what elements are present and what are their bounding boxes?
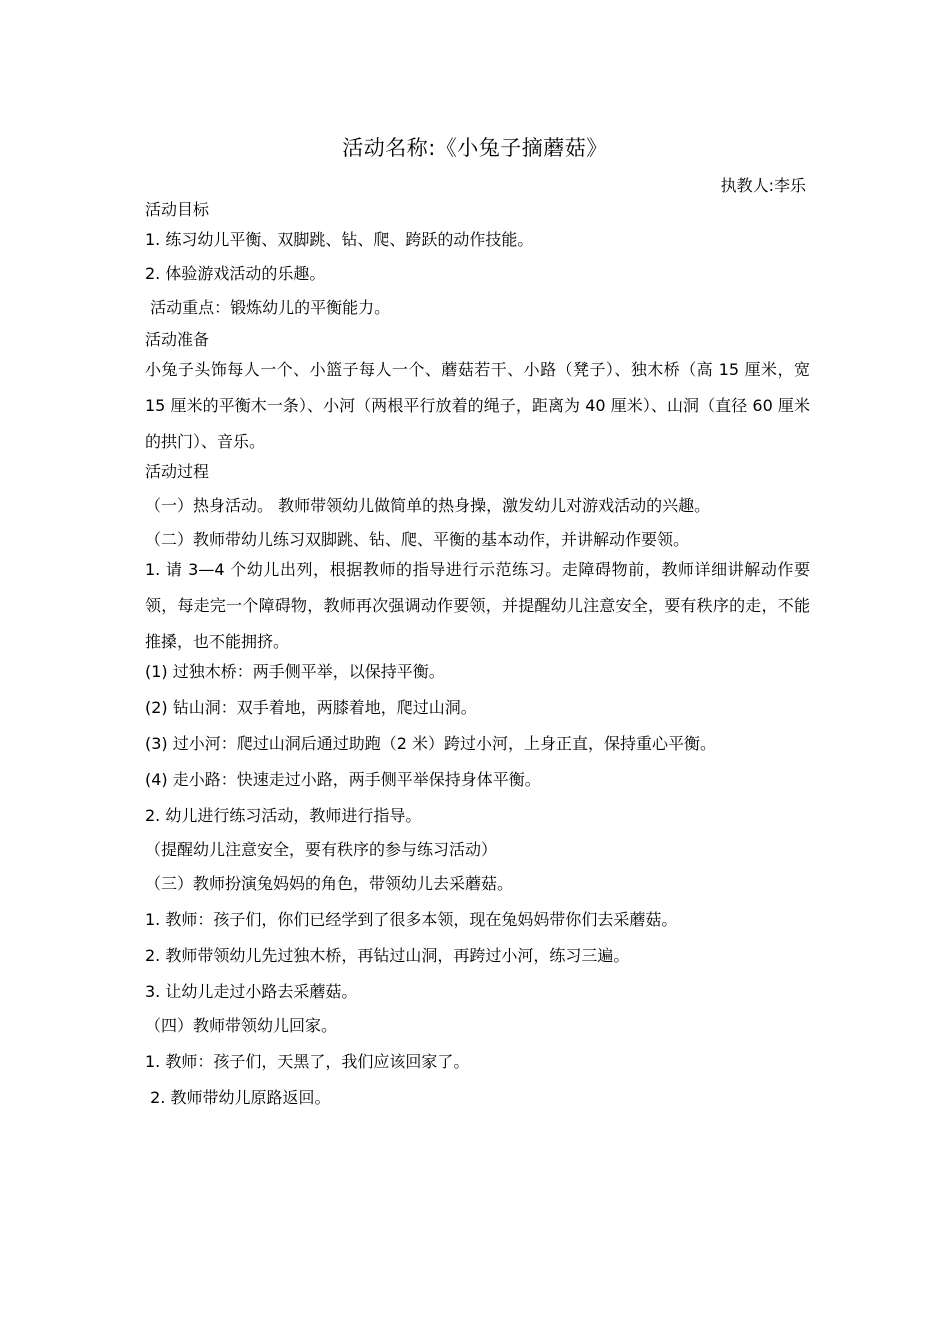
heading-preparation: 活动准备 bbox=[145, 330, 210, 349]
document-body bbox=[145, 198, 810, 1110]
safety-reminder: （提醒幼儿注意安全，要有秩序的参与练习活动） bbox=[145, 840, 498, 859]
section-4-item-2: 2. 教师带幼儿原路返回。 bbox=[145, 1088, 331, 1107]
document-title: 活动名称:《小兔子摘蘑菇》 bbox=[342, 136, 608, 160]
practice-item-2: 2. 幼儿进行练习活动，教师进行指导。 bbox=[145, 806, 422, 825]
preparation-paragraph: 小兔子头饰每人一个、小篮子每人一个、蘑菇若干、小路（凳子）、独木桥（高 15 厘米，宽 15 厘米的平衡木一条）、小河（两根平行放着的绳子，距离为 40 厘米）、山洞（直径 60 厘米的拱门）、音乐。 bbox=[145, 360, 810, 451]
goal-item-1: 1. 练习幼儿平衡、双脚跳、钻、爬、跨跃的动作技能。 bbox=[145, 230, 534, 249]
process-section-4: （四）教师带领幼儿回家。 bbox=[145, 1016, 338, 1035]
heading-process: 活动过程 bbox=[145, 462, 210, 481]
author-line: 执教人:李乐 bbox=[720, 176, 806, 195]
section-3-item-2: 2. 教师带领幼儿先过独木桥，再钻过山洞，再跨过小河，练习三遍。 bbox=[145, 946, 630, 965]
step-balance-beam: (1) 过独木桥：两手侧平举，以保持平衡。 bbox=[145, 662, 445, 681]
process-section-2: （二）教师带幼儿练习双脚跳、钻、爬、平衡的基本动作，并讲解动作要领。 bbox=[145, 530, 690, 549]
section-4-item-1: 1. 教师：孩子们，天黑了，我们应该回家了。 bbox=[145, 1052, 470, 1071]
step-cave: (2) 钻山洞：双手着地，两膝着地，爬过山洞。 bbox=[145, 698, 477, 717]
heading-goals: 活动目标 bbox=[145, 200, 210, 219]
process-section-1: （一）热身活动。 教师带领幼儿做简单的热身操，激发幼儿对游戏活动的兴趣。 bbox=[145, 496, 711, 515]
step-river: (3) 过小河：爬过山洞后通过助跑（2 米）跨过小河，上身正直，保持重心平衡。 bbox=[145, 734, 717, 753]
section-3-item-3: 3. 让幼儿走过小路去采蘑菇。 bbox=[145, 982, 358, 1001]
section-3-item-1: 1. 教师：孩子们，你们已经学到了很多本领，现在兔妈妈带你们去采蘑菇。 bbox=[145, 910, 678, 929]
goal-item-2: 2. 体验游戏活动的乐趣。 bbox=[145, 264, 326, 283]
step-1-paragraph: 1. 请 3—4 个幼儿出列，根据教师的指导进行示范练习。走障碍物前，教师详细讲解动作要领，每走完一个障碍物，教师再次强调动作要领，并提醒幼儿注意安全，要有秩序的走，不能推搡，也不能拥挤。 bbox=[145, 560, 810, 651]
key-point: 活动重点：锻炼幼儿的平衡能力。 bbox=[145, 298, 391, 317]
step-path: (4) 走小路：快速走过小路，两手侧平举保持身体平衡。 bbox=[145, 770, 541, 789]
process-section-3: （三）教师扮演兔妈妈的角色，带领幼儿去采蘑菇。 bbox=[145, 874, 514, 893]
